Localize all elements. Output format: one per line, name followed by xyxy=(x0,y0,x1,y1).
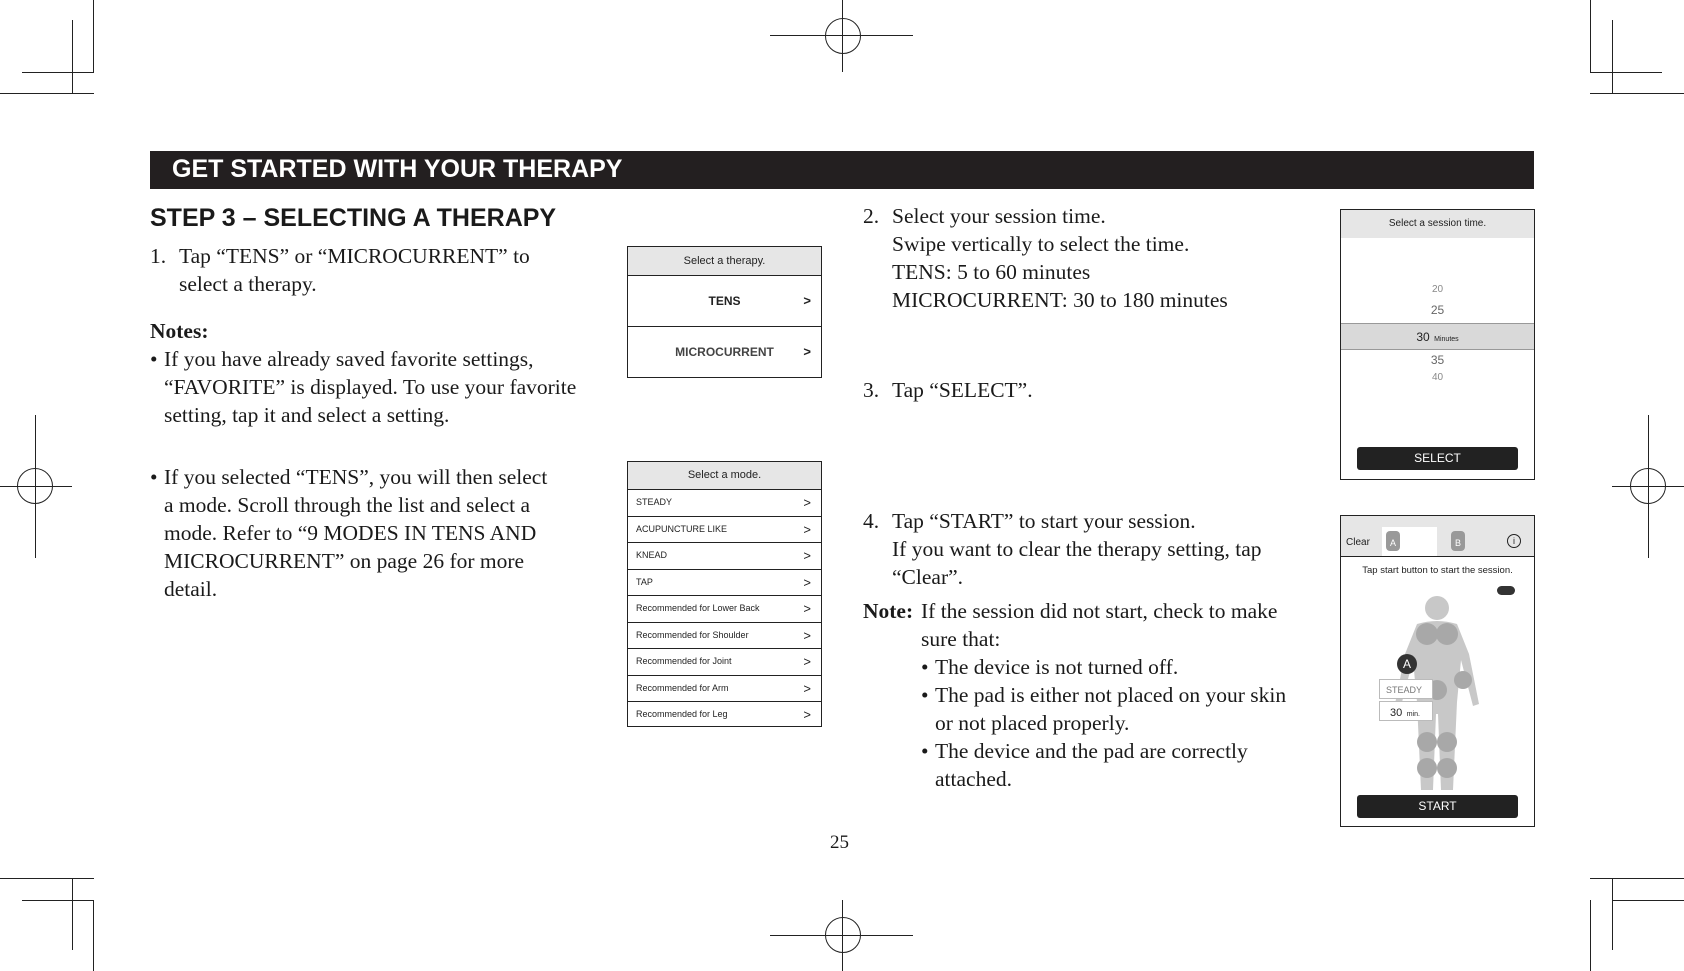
chevron-right-icon: > xyxy=(803,521,811,537)
section-title: GET STARTED WITH YOUR THERAPY xyxy=(172,155,623,183)
select-button[interactable]: SELECT xyxy=(1357,447,1518,470)
step-title: STEP 3 – SELECTING A THERAPY xyxy=(150,204,557,232)
note-line: sure that: xyxy=(921,627,1001,651)
therapy-option-label: MICROCURRENT xyxy=(675,345,774,359)
section-header xyxy=(150,151,1534,189)
channel-b-tab[interactable] xyxy=(1451,531,1465,551)
pad-marker-letter: A xyxy=(1402,657,1411,671)
info-icon[interactable] xyxy=(1507,534,1521,548)
chevron-right-icon: > xyxy=(803,495,811,510)
time-value[interactable]: 20 xyxy=(1431,284,1444,295)
bullet-line: or not placed properly. xyxy=(935,711,1130,735)
therapy-select-screen xyxy=(627,246,822,378)
page-number: 25 xyxy=(830,832,849,853)
chevron-right-icon: > xyxy=(803,548,811,563)
notes-label: Notes: xyxy=(150,319,209,343)
screen-header: Select a therapy. xyxy=(628,247,821,275)
chevron-right-icon: > xyxy=(803,707,811,722)
channel-a-icon xyxy=(1386,531,1400,551)
bullet-marker: • xyxy=(921,739,929,763)
time-unit: min. xyxy=(1406,711,1420,718)
item-2-line: TENS: 5 to 60 minutes xyxy=(892,260,1091,284)
mode-option-label: Recommended for Arm xyxy=(636,682,729,693)
mode-option-label: Recommended for Shoulder xyxy=(636,629,749,640)
mode-option[interactable] xyxy=(628,595,821,622)
screen-header: Select a mode. xyxy=(628,462,821,489)
toggle-icon[interactable] xyxy=(1497,586,1515,595)
item-4-line: “Clear”. xyxy=(892,565,964,589)
mode-option-label: KNEAD xyxy=(636,550,668,560)
bullet-line: MICROCURRENT” on page 26 for more xyxy=(164,549,525,573)
bullet-line: attached. xyxy=(935,767,1012,791)
chevron-right-icon: > xyxy=(803,601,811,616)
mode-option[interactable] xyxy=(628,622,821,649)
session-time-screen xyxy=(1340,209,1535,480)
start-button[interactable]: START xyxy=(1357,795,1518,818)
chevron-right-icon: > xyxy=(803,654,811,669)
time-value[interactable]: 40 xyxy=(1431,372,1444,383)
time-value[interactable]: 35 xyxy=(1430,353,1445,367)
mode-option-label: TAP xyxy=(636,576,653,587)
therapy-option-tens[interactable] xyxy=(628,275,821,326)
chevron-right-icon: > xyxy=(803,680,811,696)
mode-select-screen xyxy=(627,461,822,727)
therapy-option-microcurrent[interactable] xyxy=(628,326,821,377)
bullet-line: setting, tap it and select a setting. xyxy=(164,403,450,427)
bullet-marker: • xyxy=(150,465,158,489)
item-1-line: Tap “TENS” or “MICROCURRENT” to xyxy=(179,244,530,268)
pad-marker[interactable] xyxy=(1397,654,1417,674)
mode-option[interactable] xyxy=(628,569,821,596)
info-letter: i xyxy=(1513,536,1515,546)
start-session-screen xyxy=(1340,515,1535,827)
item-2-number: 2. xyxy=(863,204,880,228)
item-4-number: 4. xyxy=(863,509,880,533)
time-selected-row[interactable] xyxy=(1341,323,1534,350)
item-2-line: Swipe vertically to select the time. xyxy=(892,232,1190,256)
mode-option[interactable] xyxy=(628,542,821,569)
time-label xyxy=(1379,701,1433,721)
mode-option-label: Recommended for Joint xyxy=(636,656,732,666)
item-4-line: If you want to clear the therapy setting, tap xyxy=(892,537,1262,561)
mode-label xyxy=(1379,679,1433,699)
mode-option[interactable] xyxy=(628,675,821,702)
bullet-line: If you have already saved favorite settings, xyxy=(164,347,534,371)
time-unit: Minutes xyxy=(1434,336,1459,343)
item-2-line: MICROCURRENT: 30 to 180 minutes xyxy=(892,288,1228,312)
time-selected-value: 30 xyxy=(1416,330,1430,344)
channel-b-letter: B xyxy=(1454,538,1461,548)
mode-option-label: Recommended for Lower Back xyxy=(636,603,760,613)
chevron-right-icon: > xyxy=(803,344,811,359)
mode-option[interactable] xyxy=(628,489,821,516)
mode-option-label: ACUPUNCTURE LIKE xyxy=(636,523,728,534)
bullet-marker: • xyxy=(921,655,929,679)
bullet-line: The device is not turned off. xyxy=(935,655,1179,679)
mode-option[interactable] xyxy=(628,648,821,675)
instruction-text: Tap start button to start the session. xyxy=(1362,565,1513,576)
chevron-right-icon: > xyxy=(803,293,811,308)
screen-header: Select a session time. xyxy=(1341,210,1534,238)
bullet-line: The device and the pad are correctly xyxy=(935,739,1248,763)
channel-a-letter: A xyxy=(1389,538,1396,548)
item-3-number: 3. xyxy=(863,378,880,402)
item-4-line: Tap “START” to start your session. xyxy=(892,509,1196,533)
mode-option[interactable] xyxy=(628,516,821,543)
note-label: Note: xyxy=(863,599,914,623)
item-1-line: select a therapy. xyxy=(179,272,317,296)
bullet-line: detail. xyxy=(164,577,218,601)
bullet-line: a mode. Scroll through the list and select a xyxy=(164,493,531,517)
bullet-marker: • xyxy=(921,683,929,707)
mode-option[interactable] xyxy=(628,701,821,727)
bullet-line: The pad is either not placed on your skin xyxy=(935,683,1287,707)
mode-text: STEADY xyxy=(1386,685,1423,695)
bullet-line: mode. Refer to “9 MODES IN TENS AND xyxy=(164,521,537,545)
mode-option-label: Recommended for Leg xyxy=(636,709,728,719)
clear-button[interactable]: Clear xyxy=(1346,537,1370,548)
time-value: 30 xyxy=(1390,707,1403,719)
mode-option-label: STEADY xyxy=(636,497,673,507)
time-value[interactable]: 25 xyxy=(1430,303,1445,317)
item-2-line: Select your session time. xyxy=(892,204,1106,228)
bullet-line: “FAVORITE” is displayed. To use your favorite xyxy=(164,375,577,399)
bullet-line: If you selected “TENS”, you will then select xyxy=(164,465,548,489)
chevron-right-icon: > xyxy=(803,574,811,590)
item-1-number: 1. xyxy=(150,244,167,268)
therapy-option-label: TENS xyxy=(708,294,741,308)
note-line: If the session did not start, check to make xyxy=(921,599,1278,623)
chevron-right-icon: > xyxy=(803,627,811,643)
bullet-marker: • xyxy=(150,347,158,371)
item-3-line: Tap “SELECT”. xyxy=(892,378,1033,402)
